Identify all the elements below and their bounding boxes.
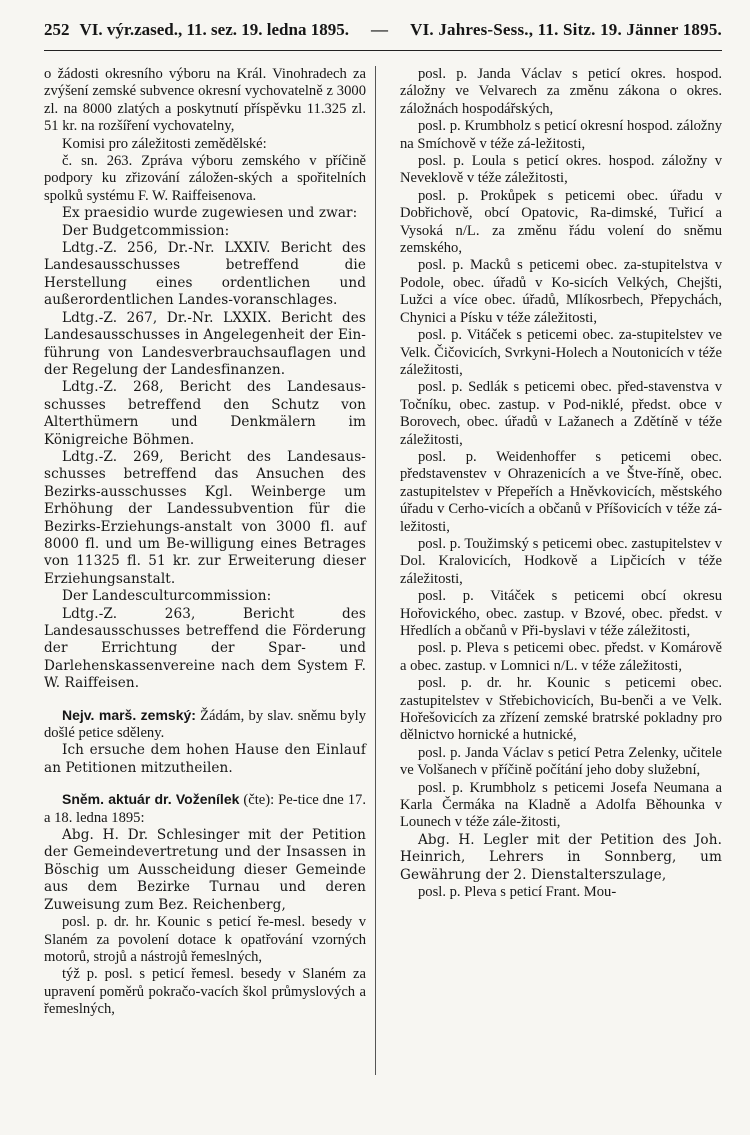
paragraph-text: Ldtg.-Z. 267, Dr.-Nr. LXXIX. Bericht des Landesausschusses in Angelegenheit der Ein-führung von Landesverbrauchsauflagen und der Regelung der Landesfinanzen. [44,309,366,378]
paragraph [44,66,366,136]
paragraph-text: posl. p. Pleva s peticemi obec. předst. v Komárově a obec. zastup. v Lomnici n/L. v téže záležitosti, [400,640,722,674]
paragraph-text: posl. p. Sedlák s peticemi obec. před-stavenstva v Točníku, obec. zastup. v Pod-niklé, předst. obce v Borovech, obec. úřadů v Lažanech a Zdětíně v téže záležitosti, [400,379,722,448]
paragraph [400,257,722,327]
paragraph [44,791,366,827]
paragraph-text: Ldtg.-Z. 269, Bericht des Landesaus-schusses betreffend das Ansuchen des Bezirks-ausschusses Kgl. Weinberge um Erhöhung der Landessubvention für die Bezirks-Erziehungs-anstalt von 3000 fl. auf 8000 fl. und um Be-willigung eines Betrages von 11325 fl. 51 kr. zur Erweiterung dieser Erziehungsanstalt. [44,448,366,587]
paragraph [44,310,366,380]
two-column-body [44,66,722,1019]
paragraph [44,240,366,310]
paragraph-text: posl. p. Janda Václav s peticí okres. hospod. záložny ve Velvarech za změnu zákona o okres. záložnách hospodářských, [400,66,722,117]
paragraph-text: o žádosti okresního výboru na Král. Vinohradech za zvýšení zemské subvence okresní vychovatelně z 3000 zl. na 8000 zlatých a poskytnutí příspěvku 11.325 zl. 51 kr. na rozšíření vychovatelny, [44,66,366,135]
paragraph [400,675,722,745]
paragraph [400,536,722,588]
paragraph-text: Ldtg.-Z. 256, Dr.-Nr. LXXIV. Bericht des Landesausschusses betreffend die Herstellung eines ordentlichen und außerordentlichen Landes-voranschlages. [44,240,366,309]
paragraph [400,780,722,832]
paragraph-text: Komisi pro záležitosti zemědělské: [62,135,267,152]
paragraph-text: posl. p. Vitáček s peticemi obec. za-stupitelstev ve Velk. Čičovicích, Svrkyni-Holech a Noutonicích v téže záležitosti, [400,327,722,378]
paragraph-text: Abg. H. Legler mit der Petition des Joh. Heinrich, Lehrers in Sonnberg, um Gewährung der 2. Dienstalterszulage, [400,831,722,883]
paragraph [44,827,366,914]
paragraph [44,205,366,222]
paragraph [400,640,722,675]
paragraph-text: posl. p. Prokůpek s peticemi obec. úřadu v Dobřichově, obcí Opatovic, Ra-dimské, Tuřicí a Vysoká n/L. za změnu řádu volení do sněmu zemského, [400,187,722,257]
paragraph-text: posl. p. dr. hr. Kounic s peticí ře-mesl. besedy v Slaném za povolení dotace k opatřování vzorných motorů, strojů a nástrojů řemeslných, [44,914,366,965]
paragraph-text: Žádám, by slav. sněmu byly došlé petice sděleny. [44,707,366,742]
paragraph-text: týž p. posl. s peticí řemesl. besedy v Slaném za upravení poměrů pokračo-vacích škol průmyslových a řemeslných, [44,966,366,1018]
paragraph-text: Ich ersuche dem hohen Hause den Einlauf an Petitionen mitzutheilen. [44,742,366,776]
paragraph [400,153,722,188]
running-header [44,20,722,51]
paragraph-text: Ldtg.-Z. 263, Bericht des Landesausschusses betreffend die Förderung der Errichtung der Spar- und Darlehenskassenvereine nach dem System F. W. Raiffeisen. [44,605,366,692]
paragraph [400,588,722,640]
paragraph [44,136,366,153]
paragraph [400,118,722,153]
header-left [44,20,349,40]
paragraph-text: (čte): Pe-tice dne 17. a 18. ledna 1895: [44,792,366,826]
paragraph [44,707,366,743]
paragraph-text: posl. p. dr. hr. Kounic s peticemi obec. zastupitelstev v Střebichovicích, Bu-benči a ve Velk. Hořešovicích za zřízení zemské bratrské pokladny pro dělnictvo hornické a hutnické, [400,675,722,744]
paragraph-text: posl. p. Loula s peticí okres. hospod. záložny v Neveklově v téže záležitosti, [400,153,722,187]
left-column [44,66,366,1019]
paragraph-text: posl. p. Weidenhoffer s peticemi obec. představenstev v Ohrazenicích a ve Štve-říně, obec. zastupitelstev v Přepeřích a Hněvkovicích, městského úřadu v Cerho-vicích a občanů v Příšovicích v téže zá-ležitosti, [400,448,722,535]
page-number: 252 [44,20,70,39]
paragraph-text: posl. p. Vitáček s peticemi obcí okresu Hořovického, obec. zastup. v Bzové, obec. předst. v Hředlích a občanů v Při-byslavi v téže záležitosti, [400,588,722,639]
right-column [400,66,722,1019]
paragraph-text: Abg. H. Dr. Schlesinger mit der Petition der Gemeindevertretung und der Insassen in Böschig um Ausscheidung dieser Gemeinde aus dem Bezirke Turnau und deren Zuweisung zum Bez. Reichenberg, [44,827,366,913]
paragraph [44,449,366,588]
paragraph [44,914,366,966]
paragraph [400,188,722,258]
header-dash: — [371,20,389,39]
paragraph [400,449,722,536]
paragraph-text: posl. p. Krumbholz s peticemi Josefa Neumana a Karla Čermáka na Kladně a Adolfa Běhounka v Lounech v téže zále-žitosti, [400,779,722,831]
paragraph-text: posl. p. Macků s peticemi obec. za-stupitelstva v Podole, obec. úřadů v Ko-sicích Velkých, Chejšti, Lužci a více obec. úřadů, Mlíkosrbech, Přepychách, Chynici a Písku v téže záležitosti, [400,257,722,326]
paragraph [400,745,722,780]
paragraph-text: Ldtg.-Z. 268, Bericht des Landesaus-schusses betreffend den Schutz von Alterthümern und Denkmälern im Königreiche Böhmen. [44,379,366,448]
paragraph-text: Der Budgetcommission: [62,222,230,239]
paragraph [44,606,366,693]
paragraph-text: Ex praesidio wurde zugewiesen und zwar: [62,205,358,222]
paragraph [44,966,366,1018]
paragraph [44,588,366,605]
paragraph-text: č. sn. 263. Zpráva výboru zemského v příčině podpory ku zřizování záložen-ských a spořitelních spolků systému F. W. Raiffeisenova. [44,153,366,204]
paragraph [44,379,366,449]
header-german-session: VI. Jahres-Sess., 11. Sitz. 19. Jänner 1895. [410,20,722,39]
paragraph [44,153,366,205]
paragraph-text: posl. p. Krumbholz s peticí okresní hospod. záložny na Smíchově v téže zá-ležitosti, [400,118,722,152]
paragraph [400,832,722,884]
paragraph-text: posl. p. Toužimský s peticemi obec. zastupitelstev v Dol. Kralovicích, Hodkově a Lipčicích v téže záležitosti, [400,535,722,587]
paragraph [400,884,722,901]
paragraph [400,327,722,379]
header-czech-session: VI. výr.zased., 11. sez. 19. ledna 1895. [79,20,349,39]
paragraph-text: posl. p. Janda Václav s peticí Petra Zelenky, učitele ve Volšanech v příčině počítání jeho doby služební, [400,744,722,779]
paragraph-text: Der Landesculturcommission: [62,588,272,605]
paragraph-text: posl. p. Pleva s peticí Frant. Mou- [418,884,617,901]
paragraph [44,223,366,240]
paragraph [44,742,366,777]
speaker-name: Sněm. aktuár dr. Voženílek [62,791,240,808]
speaker-name: Nejv. marš. zemský: [62,706,196,723]
paragraph [400,66,722,118]
paragraph [400,379,722,449]
